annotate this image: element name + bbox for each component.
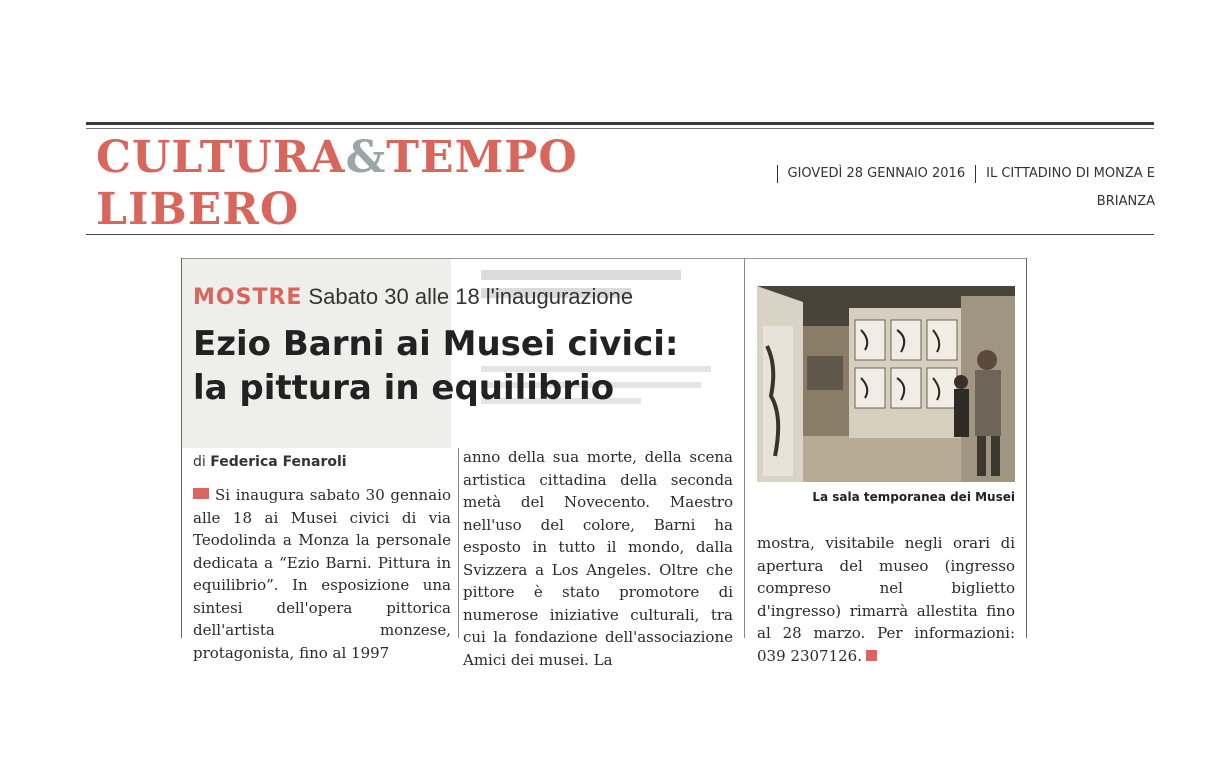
byline-author: Federica Fenaroli bbox=[210, 454, 347, 470]
article-column-3 bbox=[757, 532, 1015, 667]
column-divider bbox=[744, 258, 745, 638]
article-kicker bbox=[193, 284, 753, 310]
header-bottom-rule bbox=[86, 234, 1154, 235]
issue-date: GIOVEDÌ 28 GENNAIO 2016 bbox=[787, 166, 966, 181]
clipping-top-edge bbox=[181, 258, 1027, 259]
byline-prefix: di bbox=[193, 454, 206, 470]
paragraph-marker-icon bbox=[193, 488, 209, 499]
section-title-ampersand: & bbox=[345, 132, 387, 183]
museum-room-photo bbox=[757, 286, 1015, 482]
column-text: anno della sua morte, della scena artistica cittadina della seconda metà del Novecento. Maestro nell'uso del colore, Barni ha esposto in tutto il mondo, dalla Svizzera a Los Angeles. Oltre che pittore è stato promotore di numerose iniziative culturali, tra cui la fondazione dell'associazione Amici dei musei. La bbox=[463, 448, 733, 669]
article-column-2 bbox=[463, 446, 733, 671]
article-column-1 bbox=[193, 484, 451, 664]
header-meta bbox=[735, 160, 1155, 216]
column-divider bbox=[458, 448, 459, 638]
kicker-label: MOSTRE bbox=[193, 285, 303, 310]
end-of-article-icon bbox=[866, 650, 877, 661]
headline-line: Ezio Barni ai Musei civici: bbox=[193, 324, 679, 364]
article-headline bbox=[193, 322, 733, 410]
newspaper-name: IL CITTADINO DI MONZA E bbox=[986, 166, 1155, 181]
byline bbox=[193, 454, 453, 470]
newspaper-name-line2: BRIANZA bbox=[1096, 194, 1155, 209]
photo-caption: La sala temporanea dei Musei bbox=[812, 490, 1015, 504]
photo-illustration bbox=[757, 286, 1015, 482]
clipping-left-edge bbox=[181, 258, 182, 638]
header-top-rule-thin bbox=[86, 128, 1154, 129]
section-title-line2: LIBERO bbox=[96, 184, 300, 235]
section-title-word: CULTURA bbox=[96, 132, 346, 183]
section-title-word: TEMPO bbox=[386, 132, 578, 183]
headline-line: la pittura in equilibrio bbox=[193, 368, 615, 408]
header-top-rule bbox=[86, 122, 1154, 125]
column-text: Si inaugura sabato 30 gennaio alle 18 ai Musei civici di via Teodolinda a Monza la personale dedicata a “Ezio Barni. Pittura in equilibrio”. In esposizione una sintesi dell'opera pittorica dell'artista monzese, protagonista, fino al 1997 bbox=[193, 486, 451, 662]
meta-divider bbox=[777, 165, 778, 183]
meta-divider bbox=[975, 165, 976, 183]
section-title bbox=[96, 132, 676, 236]
column-text: mostra, visitabile negli orari di apertura del museo (ingresso compreso nel biglietto d'ingresso) rimarrà allestita fino al 28 marzo. Per informazioni: 039 2307126. bbox=[757, 534, 1015, 665]
kicker-text: Sabato 30 alle 18 l'inaugurazione bbox=[308, 284, 634, 309]
clipping-right-edge bbox=[1026, 258, 1027, 638]
article-clipping bbox=[181, 258, 1027, 669]
